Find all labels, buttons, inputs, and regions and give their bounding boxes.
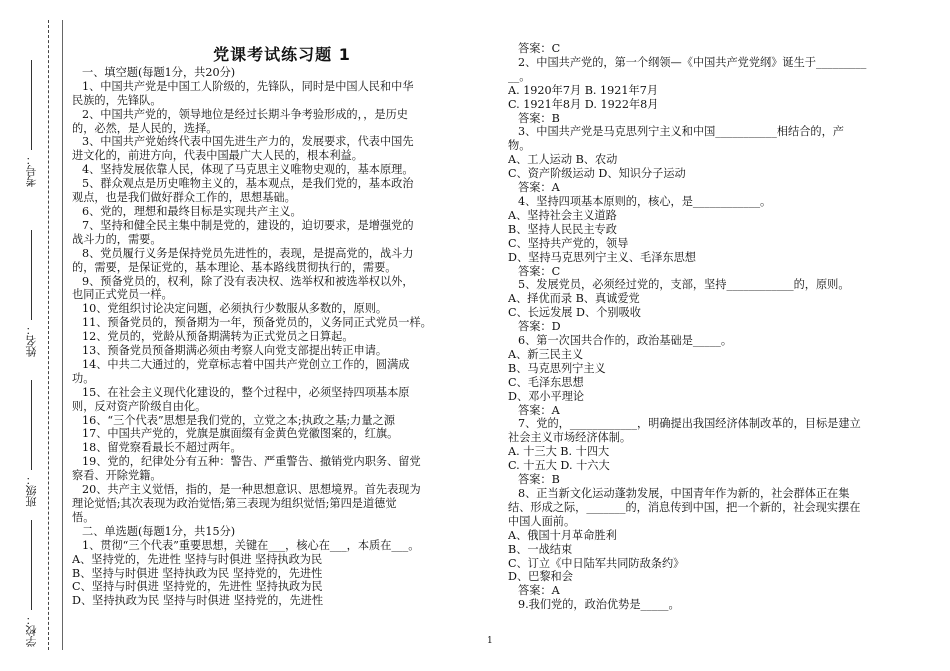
left-line: B、坚持与时俱进 坚持执政为民 坚持党的，先进性 bbox=[72, 566, 323, 580]
exam-no-field[interactable] bbox=[20, 60, 44, 187]
binding-solid-line bbox=[62, 20, 63, 650]
right-line: 答案：D bbox=[518, 320, 561, 334]
right-line: A、俄国十月革命胜利 bbox=[508, 528, 617, 542]
left-line: 的，必然，是人民的，选择。 bbox=[72, 121, 218, 135]
left-line: 进文化的，前进方向，代表中国最广大人民的，根本利益。 bbox=[72, 149, 363, 163]
left-line: 则，反对资产阶级自由化。 bbox=[72, 399, 207, 413]
class-label: 班级： bbox=[25, 474, 38, 507]
right-line: 8、正当新文化运动蓬勃发展，中国青年作为新的，社会群体正在集 bbox=[518, 487, 850, 500]
right-line: B、坚持人民民主专政 bbox=[508, 222, 617, 236]
right-line: A. 十三大 B. 十四大 bbox=[508, 445, 610, 459]
left-line: 7、坚持和健全民主集中制是党的，建设的，迫切要求，是增强党的 bbox=[82, 218, 414, 232]
left-line: 的，需要，是保证党的，基本理论、基本路线贯彻执行的，需要。 bbox=[72, 260, 397, 274]
right-line: D、坚持马克思列宁主义、毛泽东思想 bbox=[508, 250, 696, 264]
right-line: 社会主义市场经济体制。 bbox=[508, 431, 632, 445]
right-line: 答案：A bbox=[518, 403, 560, 417]
left-line: 20、共产主义觉悟，指的，是一种思想意识、思想境界。首先表现为 bbox=[82, 483, 421, 497]
right-line: B、一战结束 bbox=[508, 542, 573, 556]
right-line: __。 bbox=[508, 69, 531, 83]
right-line: 答案：C bbox=[518, 264, 561, 278]
right-line: D、邓小平理论 bbox=[508, 389, 585, 403]
left-column bbox=[72, 22, 492, 608]
left-line: 16、“三个代表”思想是我们党的，立党之本;执政之基;力量之源 bbox=[82, 413, 395, 427]
left-line: 17、中国共产党的，党旗是旗面缀有金黄色党徽图案的，红旗。 bbox=[82, 427, 399, 441]
right-line: 中国人面前。 bbox=[508, 514, 576, 528]
left-line: 一、填空题(每题1分，共20分) bbox=[82, 65, 236, 79]
left-line: 功。 bbox=[72, 371, 95, 385]
right-line: 答案：C bbox=[518, 42, 561, 55]
right-line: C、毛泽东思想 bbox=[508, 375, 584, 389]
exam-no-label: 考号： bbox=[25, 154, 38, 187]
left-line: 13、预备党员预备期满必须由考察人向党支部提出转正申请。 bbox=[82, 344, 388, 358]
right-line: 3、中国共产党是马克思列宁主义和中国___________相结合的，产 bbox=[518, 125, 844, 139]
name-label: 姓名： bbox=[25, 324, 38, 357]
right-line: C、订立《中日陆军共同防敌条约》 bbox=[508, 556, 685, 570]
right-line: C. 1921年8月 D. 1922年8月 bbox=[508, 97, 659, 111]
right-line: 9.我们党的，政治优势是_____。 bbox=[518, 598, 680, 612]
right-line: 答案：A bbox=[518, 181, 560, 195]
left-line: 4、坚持发展依靠人民，体现了马克思主义唯物史观的，基本原理。 bbox=[82, 163, 414, 177]
left-line: C、坚持与时俱进 坚持党的，先进性 坚持执政为民 bbox=[72, 580, 323, 594]
left-line: 6、党的，理想和最终目标是实现共产主义。 bbox=[82, 204, 302, 218]
class-field[interactable] bbox=[20, 380, 44, 507]
left-line: 18、留党察看最长不超过两年。 bbox=[82, 441, 242, 455]
right-line: A、择优而录 B、真诚爱党 bbox=[508, 292, 640, 306]
left-line: 战斗力的，需要。 bbox=[72, 232, 162, 246]
right-line: B、马克思列宁主义 bbox=[508, 361, 606, 375]
left-line: 1、贯彻“三个代表”重要思想，关键在___，核心在___，本质在___。 bbox=[82, 538, 420, 552]
right-line: 结、形成之际，_______的，消息传到中国，把一个新的，社会现实摆在 bbox=[508, 500, 861, 514]
name-field[interactable] bbox=[20, 230, 44, 357]
left-line: 11、预备党员的，预备期为一年，预备党员的，义务同正式党员一样。 bbox=[82, 316, 432, 330]
right-line: 答案：A bbox=[518, 584, 560, 598]
page-title: 党课考试练习题 1 bbox=[213, 45, 351, 64]
left-line: 察看、开除党籍。 bbox=[72, 469, 162, 483]
left-line: 二、单选题(每题1分，共15分) bbox=[82, 524, 236, 538]
left-line: A、坚持党的，先进性 坚持与时俱进 坚持执政为民 bbox=[72, 552, 323, 566]
right-line: 5、发展党员，必须经过党的，支部，坚持____________的，原则。 bbox=[518, 278, 850, 292]
binding-margin bbox=[0, 0, 60, 671]
school-label: 学校： bbox=[25, 614, 38, 647]
right-column bbox=[508, 42, 918, 612]
left-text bbox=[72, 66, 492, 608]
right-line: D、巴黎和会 bbox=[508, 570, 573, 584]
left-line: 民族的，先锋队。 bbox=[72, 93, 162, 107]
right-line: 4、坚持四项基本原则的，核心，是____________。 bbox=[518, 194, 772, 208]
right-line: A、新三民主义 bbox=[508, 347, 584, 361]
left-line: 19、党的，纪律处分有五种：警告、严重警告、撤销党内职务、留党 bbox=[82, 455, 421, 469]
right-line: 物。 bbox=[508, 139, 531, 153]
left-line: 3、中国共产党始终代表中国先进生产力的，发展要求，代表中国先 bbox=[82, 135, 414, 149]
right-line: A、坚持社会主义道路 bbox=[508, 208, 617, 222]
left-line: D、坚持执政为民 坚持与时俱进 坚持党的，先进性 bbox=[72, 594, 324, 608]
left-line: 悟。 bbox=[72, 510, 95, 524]
right-line: 答案：B bbox=[518, 111, 560, 125]
right-line: A. 1920年7月 B. 1921年7月 bbox=[508, 83, 659, 97]
right-line: C、长远发展 D、个别吸收 bbox=[508, 306, 641, 320]
page-number: 1 bbox=[487, 636, 493, 646]
left-line: 15、在社会主义现代化建设的，整个过程中，必须坚持四项基本原 bbox=[82, 385, 410, 399]
right-line: C、资产阶级运动 D、知识分子运动 bbox=[508, 167, 686, 181]
binding-dashed-line bbox=[48, 20, 49, 650]
left-line: 10、党组织讨论决定问题，必须执行少数服从多数的，原则。 bbox=[82, 302, 388, 316]
right-line: 2、中国共产党的，第一个纲领—《中国共产党党纲》诞生于_________ bbox=[518, 55, 867, 69]
school-field[interactable] bbox=[20, 520, 44, 647]
left-line: 12、党员的，党龄从预备期满转为正式党员之日算起。 bbox=[82, 330, 354, 344]
left-line: 2、中国共产党的，领导地位是经过长期斗争考验形成的，，是历史 bbox=[82, 107, 408, 121]
right-line: 答案：B bbox=[518, 473, 560, 487]
left-line: 8、党员履行义务是保持党员先进性的，表现，是提高党的，战斗力 bbox=[82, 246, 414, 260]
right-line: C. 十五大 D. 十六大 bbox=[508, 459, 610, 473]
left-line: 9、预备党员的，权利，除了没有表决权、选举权和被选举权以外， bbox=[82, 274, 414, 288]
left-line: 5、群众观点是历史唯物主义的，基本观点，是我们党的，基本政治 bbox=[82, 177, 414, 191]
right-text bbox=[508, 42, 918, 612]
left-line: 14、中共二大通过的，党章标志着中国共产党创立工作的，圆满成 bbox=[82, 357, 410, 371]
right-line: 6、第一次国共合作的，政治基础是_____。 bbox=[518, 334, 733, 348]
left-line: 也同正式党员一样。 bbox=[72, 288, 173, 302]
right-line: A、工人运动 B、农动 bbox=[508, 153, 618, 167]
left-line: 1、中国共产党是中国工人阶级的，先锋队，同时是中国人民和中华 bbox=[82, 79, 414, 93]
left-line: 观点，也是我们做好群众工作的，思想基础。 bbox=[72, 191, 296, 205]
right-line: 7、党的，____________，明确提出我国经济体制改革的，目标是建立 bbox=[518, 417, 861, 431]
right-line: C、坚持共产党的，领导 bbox=[508, 236, 629, 250]
left-line: 理论觉悟;其次表现为政治觉悟;第三表现为组织觉悟;第四是道德觉 bbox=[72, 497, 397, 510]
